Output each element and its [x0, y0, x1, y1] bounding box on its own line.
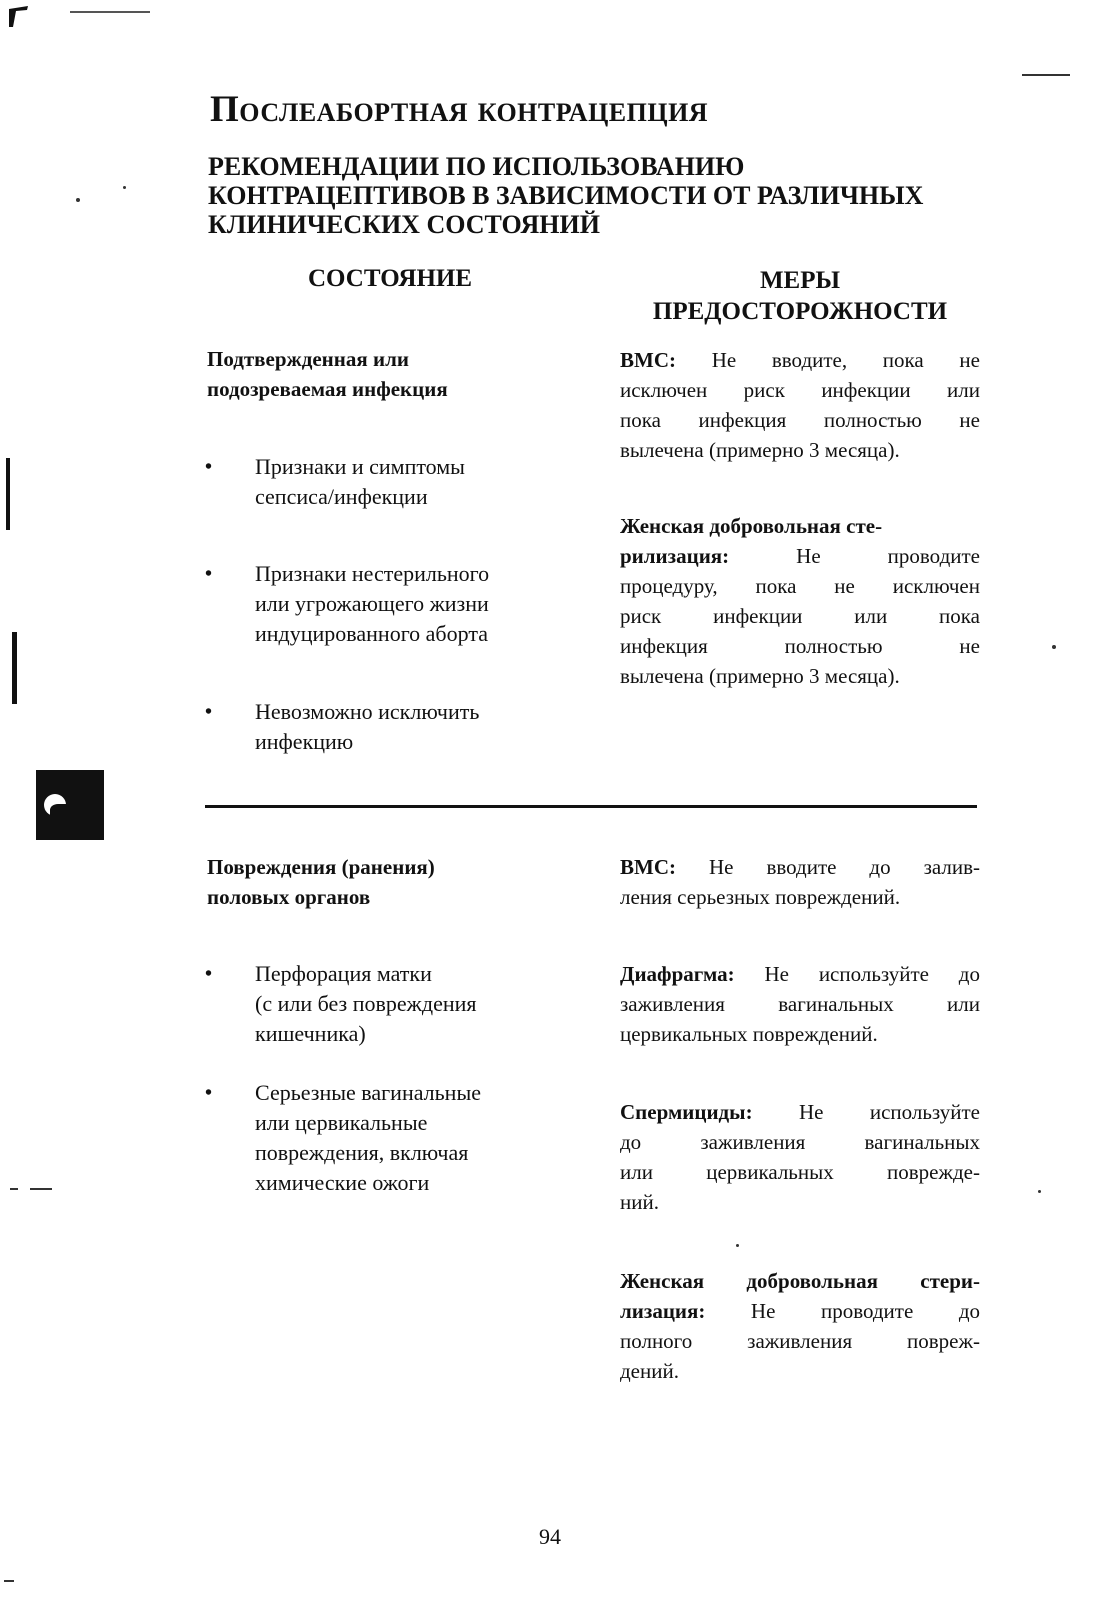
precaution-label: Женская добровольная сте- — [620, 514, 883, 538]
page-title: Послеабортная контрацепция — [210, 89, 709, 130]
list-item — [205, 959, 565, 1049]
page-edge-tab — [36, 770, 104, 840]
subtitle-line: КЛИНИЧЕСКИХ СОСТОЯНИЙ — [208, 210, 600, 239]
precaution-spermicides — [620, 1097, 980, 1217]
precaution-text: Не вводите до залив- — [708, 855, 981, 879]
precaution-label: рилизация: — [620, 544, 730, 568]
scan-artifact — [70, 11, 150, 13]
precaution-text: заживления вагинальных или — [620, 992, 980, 1016]
bullet-icon: • — [205, 963, 213, 985]
precaution-text: или цервикальных поврежде- — [620, 1160, 980, 1184]
scan-artifact — [1052, 645, 1056, 649]
condition-title — [207, 344, 567, 404]
precaution-text: пока инфекция полностью не — [620, 408, 980, 432]
list-item-line: Невозможно исключить — [255, 699, 480, 724]
precaution-text: Не проводите до — [750, 1299, 981, 1323]
scan-artifact — [76, 198, 80, 202]
list-item-line: (с или без повреждения — [255, 991, 477, 1016]
bullet-icon: • — [205, 701, 213, 723]
column-header-precautions — [610, 265, 990, 327]
subtitle-line: РЕКОМЕНДАЦИИ ПО ИСПОЛЬЗОВАНИЮ — [208, 152, 745, 181]
precaution-text: процедуру, пока не исключен — [620, 574, 980, 598]
precaution-label: Женская добровольная стери- — [620, 1269, 980, 1293]
list-item-line: Признаки нестерильного — [255, 561, 490, 586]
list-item — [205, 452, 565, 512]
precaution-text: Не используйте до — [764, 962, 980, 986]
precaution-text: вылечена (примерно 3 месяца). — [620, 438, 900, 462]
precaution-label: Диафрагма: — [620, 962, 735, 986]
precaution-text: ления серьезных повреждений. — [620, 885, 901, 909]
scan-artifact — [1022, 74, 1070, 76]
list-item-line: инфекцию — [255, 729, 354, 754]
list-item-line: Перфорация матки — [255, 961, 432, 986]
precaution-label: ВМС: — [620, 348, 676, 372]
scan-artifact — [123, 186, 126, 189]
page-subtitle — [208, 152, 988, 239]
scan-artifact — [12, 632, 17, 704]
precaution-label: Спермициды: — [620, 1100, 753, 1124]
precaution-text: инфекция полностью не — [620, 634, 980, 658]
scan-artifact — [4, 1580, 14, 1582]
list-item — [205, 1078, 565, 1198]
precaution-text: Не проводите — [796, 544, 980, 568]
bullet-icon: • — [205, 456, 213, 478]
list-item-line: или цервикальные — [255, 1110, 428, 1135]
list-item-line: Серьезные вагинальные — [255, 1080, 482, 1105]
list-item-line: сепсиса/инфекции — [255, 484, 428, 509]
corner-mark-icon — [8, 6, 30, 28]
precaution-female-sterilization — [620, 511, 980, 691]
precaution-diaphragm — [620, 959, 980, 1049]
scan-artifact — [1038, 1190, 1041, 1193]
precaution-text: до заживления вагинальных — [620, 1130, 980, 1154]
condition-title-line: Повреждения (ранения) — [207, 855, 435, 879]
section-divider — [205, 805, 977, 808]
precaution-text: ний. — [620, 1190, 659, 1214]
precaution-text: Не вводите, пока не — [711, 348, 980, 372]
scan-artifact — [6, 458, 10, 530]
condition-title — [207, 852, 567, 912]
list-item-line: индуцированного аборта — [255, 621, 488, 646]
scan-artifact — [10, 1188, 18, 1190]
scan-artifact — [736, 1244, 739, 1247]
column-header-line: ПРЕДОСТОРОЖНОСТИ — [652, 298, 948, 325]
page-number: 94 — [539, 1524, 561, 1549]
precaution-text: вылечена (примерно 3 месяца). — [620, 664, 900, 688]
list-item-line: кишечника) — [255, 1021, 366, 1046]
precaution-text: Не используйте — [798, 1100, 980, 1124]
bullet-icon: • — [205, 563, 213, 585]
precaution-text: исключен риск инфекции или — [620, 378, 980, 402]
precaution-text: полного заживления повреж- — [620, 1329, 980, 1353]
list-item-line: повреждения, включая — [255, 1140, 469, 1165]
column-header-condition: СОСТОЯНИЕ — [307, 265, 473, 292]
precaution-label: ВМС: — [620, 855, 676, 879]
list-item-line: химические ожоги — [255, 1170, 430, 1195]
precaution-text: дений. — [620, 1359, 679, 1383]
column-header-line: МЕРЫ — [759, 267, 841, 294]
precaution-text: цервикальных повреждений. — [620, 1022, 878, 1046]
precaution-text: риск инфекции или пока — [620, 604, 980, 628]
precaution-female-sterilization — [620, 1266, 980, 1386]
precaution-iud — [620, 852, 980, 912]
subtitle-line: КОНТРАЦЕПТИВОВ В ЗАВИСИМОСТИ ОТ РАЗЛИЧНЫХ — [208, 181, 924, 210]
list-item-line: Признаки и симптомы — [255, 454, 465, 479]
condition-title-line: половых органов — [207, 885, 371, 909]
condition-title-line: подозреваемая инфекция — [207, 377, 448, 401]
list-item — [205, 697, 565, 757]
precaution-label: лизация: — [620, 1299, 706, 1323]
scan-artifact — [30, 1188, 52, 1190]
condition-title-line: Подтвержденная или — [207, 347, 409, 371]
list-item-line: или угрожающего жизни — [255, 591, 489, 616]
precaution-iud — [620, 345, 980, 465]
bullet-icon: • — [205, 1082, 213, 1104]
list-item — [205, 559, 565, 649]
